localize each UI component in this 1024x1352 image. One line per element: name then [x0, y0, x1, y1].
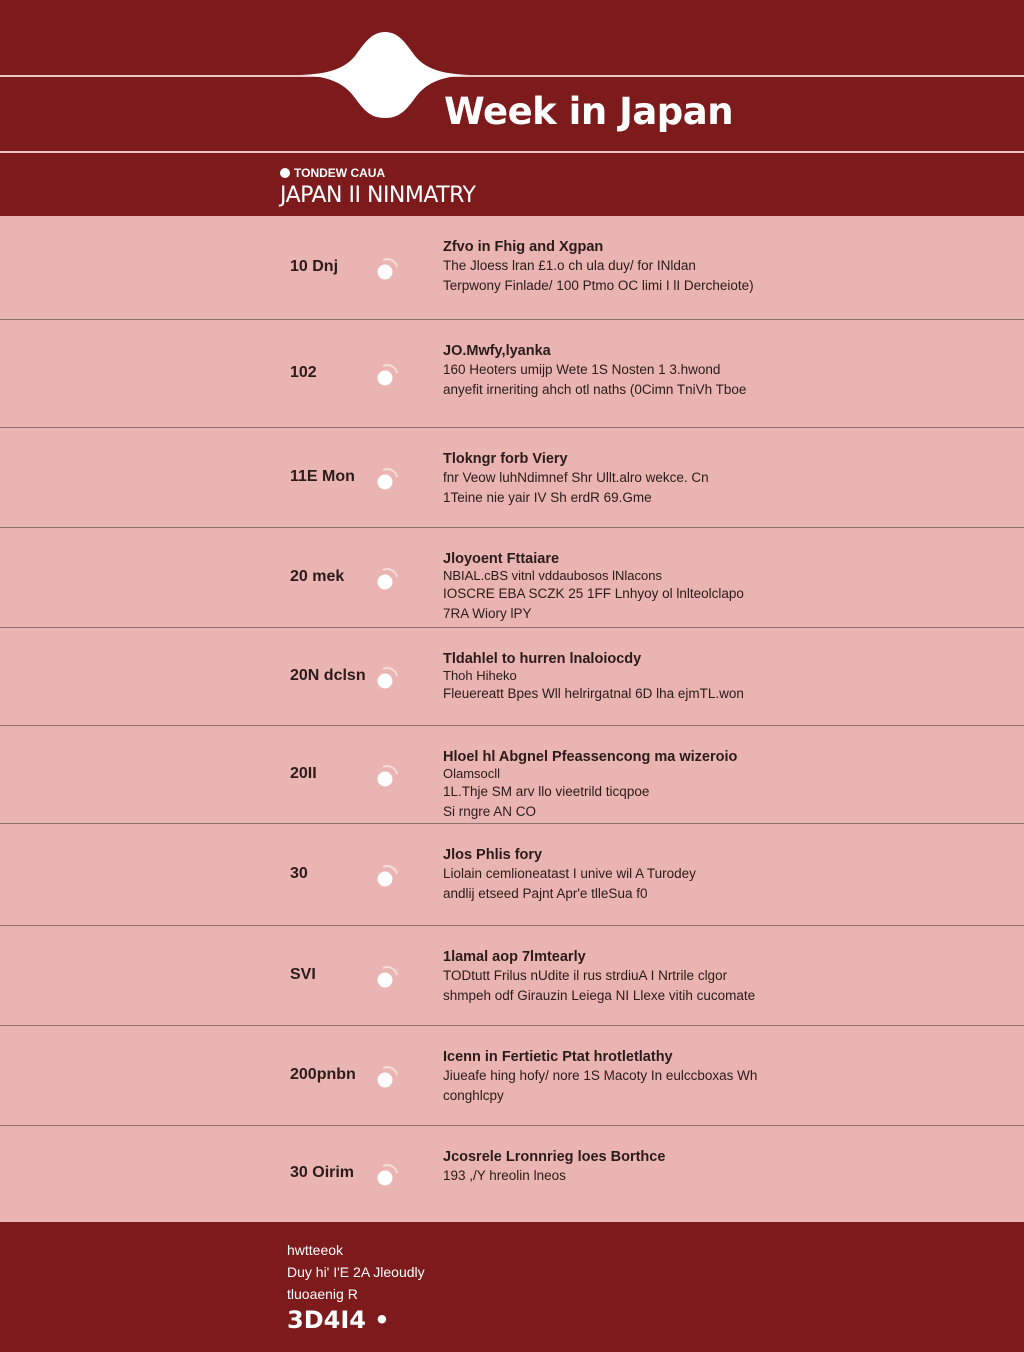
section-title: JAPAN II NINMATRY	[280, 183, 476, 208]
list-item	[0, 1026, 1024, 1126]
timeline-dot-icon	[374, 363, 400, 389]
row-title: Tlokngr forb Viery	[443, 451, 568, 467]
list-item	[0, 628, 1024, 726]
row-description-line: Si rngre AN CO	[443, 804, 537, 819]
footer-highlight: 3D4I4 •	[287, 1306, 390, 1334]
row-title: Jloyoent Fttaiare	[443, 551, 560, 567]
row-title: Zfvo in Fhig and Xgpan	[443, 239, 604, 255]
row-content	[443, 1148, 1003, 1186]
row-time: 30	[290, 865, 308, 882]
row-description-line: Jiueafe hing hofy/ nore 1S Macoty In eulccboxas Wh	[443, 1068, 758, 1083]
row-content	[443, 238, 1003, 296]
row-content	[443, 550, 1003, 624]
row-title: Icenn in Fertietic Ptat hrotletlathy	[443, 1049, 673, 1065]
row-content	[443, 846, 1003, 904]
row-description-line: The Jloess lran £1.o ch ula duy/ for INldan	[443, 258, 696, 273]
row-time: 200pnbn	[290, 1066, 356, 1083]
header-rule-top	[0, 75, 1024, 77]
footer-line-3: tluoaenig R	[287, 1286, 358, 1302]
timeline-dot-icon	[374, 965, 400, 991]
bullet-dot-icon	[280, 168, 290, 178]
row-content	[443, 1048, 1003, 1106]
row-description-line: 7RA Wiory lPY	[443, 606, 532, 621]
row-subtitle: NBIAL.cBS vitnl vddaubosos lNlacons	[443, 568, 662, 583]
row-description-line: 193 ,/Y hreolin lneos	[443, 1168, 566, 1183]
row-time: 11E Mon	[290, 468, 355, 485]
row-title: Hloel hl Abgnel Pfeassencong ma wizeroio	[443, 749, 738, 765]
section-kicker-text: TONDEW CAUA	[294, 166, 386, 180]
footer-banner	[0, 1222, 1024, 1352]
row-title: Tldahlel to hurren lnaloiocdy	[443, 651, 642, 667]
section-kicker	[280, 166, 385, 180]
row-time: SVI	[290, 966, 316, 983]
list-item	[0, 320, 1024, 428]
row-time: 20II	[290, 765, 317, 782]
list-item	[0, 216, 1024, 320]
header-banner	[0, 0, 1024, 216]
timeline-dot-icon	[374, 567, 400, 593]
row-description-line: 1Teine nie yair IV Sh erdR 69.Gme	[443, 490, 652, 505]
row-description-line: fnr Veow luhNdimnef Shr Ullt.alro wekce. Cn	[443, 470, 709, 485]
row-time: 10 Dnj	[290, 258, 339, 275]
row-subtitle: Olamsocll	[443, 766, 501, 781]
row-description-line: shmpeh odf Girauzin Leiega NI Llexe vitih cucomate	[443, 988, 756, 1003]
row-subtitle: Thoh Hiheko	[443, 668, 517, 683]
row-description-line: Fleuereatt Bpes Wll helrirgatnal 6D lha ejmTL.won	[443, 686, 744, 701]
timeline-dot-icon	[374, 764, 400, 790]
list-item	[0, 824, 1024, 926]
row-description-line: TODtutt Frilus nUdite il rus strdiuA I Nrtrile clgor	[443, 968, 728, 983]
row-content	[443, 450, 1003, 508]
row-time: 20 mek	[290, 568, 345, 585]
row-description-line: anyefit irneriting ahch otl naths (0Cimn TniVh Tboe	[443, 382, 747, 397]
timeline-dot-icon	[374, 467, 400, 493]
footer-line-2: Duy hi' I'E 2A Jleoudly	[287, 1264, 425, 1280]
row-title: JO.Mwfy,lyanka	[443, 343, 551, 359]
row-time: 30 Oirim	[290, 1164, 355, 1181]
row-time: 102	[290, 364, 317, 381]
row-description-line: conghlcpy	[443, 1088, 504, 1103]
row-description-line: IOSCRE EBA SCZK 25 1FF Lnhyoy ol lnlteolclapo	[443, 586, 744, 601]
list-item	[0, 428, 1024, 528]
row-content	[443, 650, 1003, 704]
row-description-line: Liolain cemlioneatast I unive wil A Turodey	[443, 866, 696, 881]
row-description-line: Terpwony Finlade/ 100 Ptmo OC limi I lI Dercheiote)	[443, 278, 754, 293]
row-title: 1lamal aop 7lmtearly	[443, 949, 586, 965]
row-content	[443, 948, 1003, 1006]
list-item	[0, 926, 1024, 1026]
list-item	[0, 1126, 1024, 1222]
list-item	[0, 726, 1024, 824]
footer-line-1: hwtteeok	[287, 1242, 344, 1258]
page-title: Week in Japan	[444, 90, 734, 133]
list-item	[0, 528, 1024, 628]
timeline-dot-icon	[374, 1163, 400, 1189]
timeline-dot-icon	[374, 1065, 400, 1091]
row-description-line: 160 Heoters umijp Wete 1S Nosten 1 3.hwond	[443, 362, 721, 377]
row-time: 20N dclsn	[290, 667, 366, 684]
row-content	[443, 342, 1003, 400]
row-title: Jlos Phlis fory	[443, 847, 543, 863]
timeline-dot-icon	[374, 864, 400, 890]
row-content	[443, 748, 1003, 822]
header-rule-bottom	[0, 151, 1024, 153]
row-title: Jcosrele Lronnrieg loes Borthce	[443, 1149, 666, 1165]
row-description-line: andlij etseed Pajnt Apr'e tlleSua f0	[443, 886, 648, 901]
row-description-line: 1L.Thje SM arv llo vieetrild ticqpoe	[443, 784, 650, 799]
timeline-dot-icon	[374, 666, 400, 692]
timeline-dot-icon	[374, 257, 400, 283]
